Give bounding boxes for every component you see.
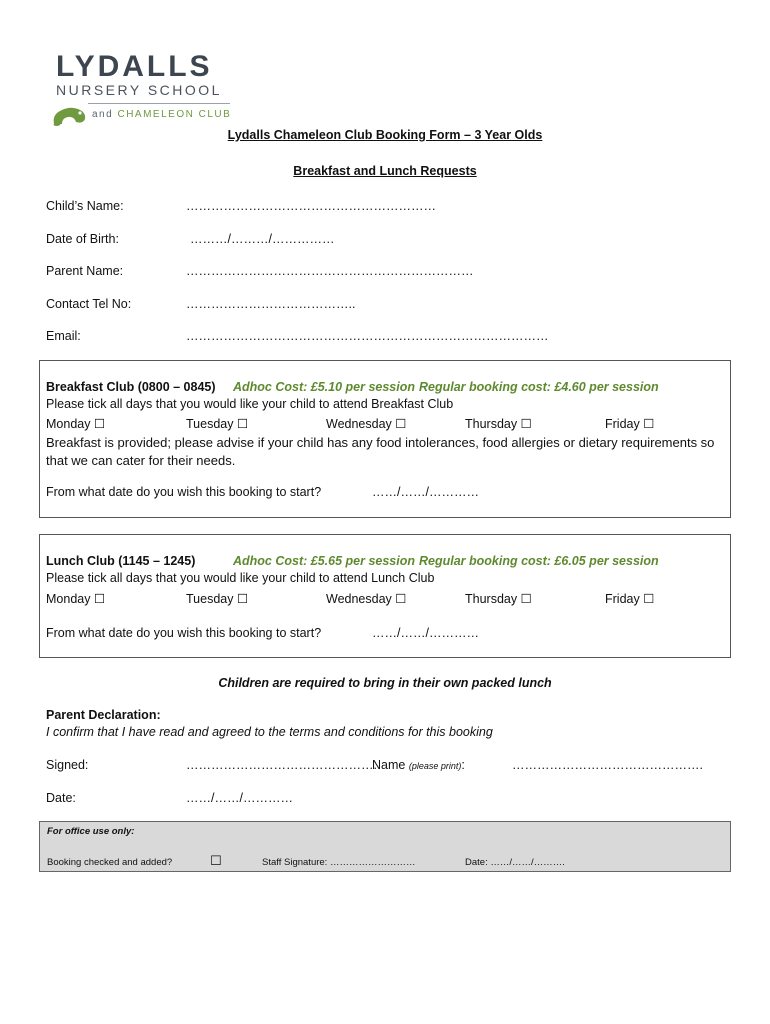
logo-club-name: CHAMELEON CLUB [117, 109, 232, 120]
lunch-start-field[interactable]: ……/……/………… [372, 626, 479, 640]
print-name-label-text: Name [372, 758, 406, 772]
office-date-field[interactable]: Date: ……/……/………. [465, 857, 565, 868]
breakfast-regular-cost: Regular booking cost: £4.60 per session [419, 380, 659, 394]
breakfast-friday-checkbox[interactable]: Friday ☐ [605, 417, 655, 431]
office-use-section [39, 821, 731, 872]
tel-label: Contact Tel No: [46, 297, 132, 311]
date-label: Date: [46, 791, 76, 805]
breakfast-adhoc-cost: Adhoc Cost: £5.10 per session [233, 380, 416, 394]
breakfast-monday-checkbox[interactable]: Monday ☐ [46, 417, 106, 431]
declaration-text: I confirm that I have read and agreed to the terms and conditions for this booking [46, 725, 493, 739]
declaration-heading: Parent Declaration: [46, 708, 161, 722]
breakfast-heading: Breakfast Club (0800 – 0845) [46, 380, 216, 394]
lunch-thursday-checkbox[interactable]: Thursday ☐ [465, 592, 532, 606]
lunch-instruction: Please tick all days that you would like your child to attend Lunch Club [46, 571, 435, 585]
tel-field[interactable]: ………………………………….. [186, 297, 356, 311]
form-subtitle: Breakfast and Lunch Requests [293, 164, 477, 178]
parent-name-field[interactable]: …………………………………………………………… [186, 264, 474, 278]
breakfast-wednesday-checkbox[interactable]: Wednesday ☐ [326, 417, 407, 431]
lunch-wednesday-checkbox[interactable]: Wednesday ☐ [326, 592, 407, 606]
logo-name: LYDALLS [56, 50, 213, 83]
dob-label: Date of Birth: [46, 232, 119, 246]
print-name-label [372, 758, 465, 772]
logo-subtitle: NURSERY SCHOOL [56, 82, 222, 98]
staff-signature-field[interactable]: Staff Signature: ……………………… [262, 857, 416, 868]
breakfast-start-question: From what date do you wish this booking to start? [46, 485, 322, 499]
email-label: Email: [46, 329, 81, 343]
date-field[interactable]: ……/……/………… [186, 791, 293, 805]
lunch-monday-checkbox[interactable]: Monday ☐ [46, 592, 106, 606]
child-name-label: Child’s Name: [46, 199, 124, 213]
form-title: Lydalls Chameleon Club Booking Form – 3 Year Olds [227, 128, 543, 142]
logo-club-prefix: and [92, 109, 114, 120]
lunch-start-question: From what date do you wish this booking to start? [46, 626, 322, 640]
signed-label: Signed: [46, 758, 89, 772]
email-field[interactable]: …………………………………………………………………………… [186, 329, 549, 343]
lunch-tuesday-checkbox[interactable]: Tuesday ☐ [186, 592, 249, 606]
print-name-hint: (please print) [408, 761, 462, 771]
booking-checked-checkbox[interactable]: ☐ [210, 853, 222, 868]
signed-field[interactable]: ………………………………………. [186, 758, 377, 772]
breakfast-note: Breakfast is provided; please advise if your child has any food intolerances, food allergies or dietary requirements so that we can cater for their needs. [46, 435, 715, 468]
logo-divider [88, 103, 230, 104]
print-name-colon: : [461, 758, 465, 772]
lunch-friday-checkbox[interactable]: Friday ☐ [605, 592, 655, 606]
breakfast-tuesday-checkbox[interactable]: Tuesday ☐ [186, 417, 249, 431]
dob-field[interactable]: ………/………/…………… [190, 232, 335, 246]
lunch-adhoc-cost: Adhoc Cost: £5.65 per session [233, 554, 416, 568]
breakfast-thursday-checkbox[interactable]: Thursday ☐ [465, 417, 532, 431]
booking-checked-label: Booking checked and added? [47, 857, 173, 868]
packed-lunch-note: Children are required to bring in their own packed lunch [218, 676, 552, 690]
lunch-heading: Lunch Club (1145 – 1245) [46, 554, 196, 568]
parent-name-label: Parent Name: [46, 264, 124, 278]
logo-club [92, 109, 231, 120]
lunch-regular-cost: Regular booking cost: £6.05 per session [419, 554, 659, 568]
office-heading: For office use only: [47, 826, 135, 837]
print-name-field[interactable]: ………………………………………. [512, 758, 703, 772]
breakfast-start-field[interactable]: ……/……/………… [372, 485, 479, 499]
breakfast-instruction: Please tick all days that you would like your child to attend Breakfast Club [46, 397, 454, 411]
chameleon-icon [50, 100, 90, 128]
child-name-field[interactable]: …………………………………………………… [186, 199, 436, 213]
